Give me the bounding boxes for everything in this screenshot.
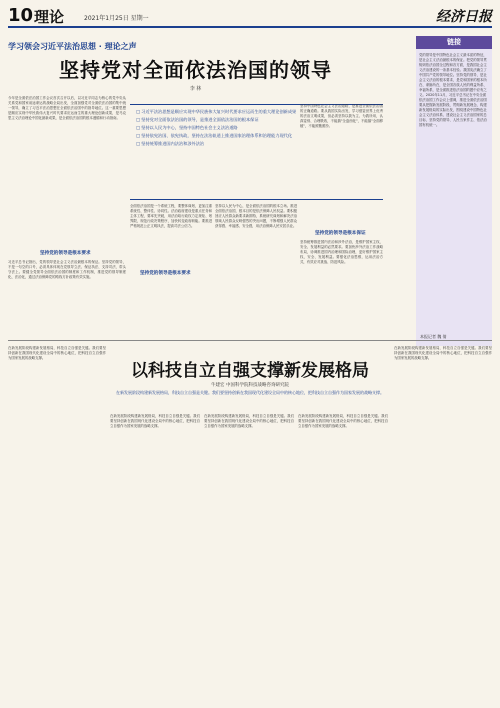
article2-col3-text: 在新发展阶段构建新发展格局，科技自立自强是关键。我们要坚持创新在我国现代化建设全局中的核心地位，把科技自立自强作为国家发展的战略支撑。 — [298, 414, 388, 428]
quote-line: □ 坚持以人民为中心，坚持中国特色社会主义法治道路 — [136, 125, 238, 130]
quote-line: □ 坚持统筹推进国内法治和涉外法治 — [136, 141, 205, 146]
quote-line: □ 坚持党对全面依法治国的领导，是推进全面依法治国的根本保证 — [136, 117, 259, 122]
paper-logo: 经济日报 — [436, 9, 492, 25]
article1-column-5 — [300, 240, 383, 338]
quote-line: □ 坚持依宪治国、依宪执政，坚持在法治轨道上推进国家治理体系和治理能力现代化 — [136, 133, 293, 138]
article2-column-left — [8, 346, 106, 702]
article2-column-2 — [204, 414, 294, 702]
article1-subhead-3: 坚持党的领导是根本保证 — [315, 231, 366, 236]
article2-headline: 以科技自立自强支撑新发展格局 — [131, 361, 369, 381]
article2-col2-text: 在新发展阶段构建新发展格局，科技自立自强是关键。我们要坚持创新在我国现代化建设全局中的核心地位，把科技自立自强作为国家发展的战略支撑。 — [204, 414, 294, 428]
sidebar-title: 链接 — [416, 36, 492, 49]
article1-col3-text: 坚持以人民为中心，是全面依法治国的根本立场。推进全面依法治国，根本目的是依法保障人民权益。要积极回应人民群众新要求新期待，系统研究谋划和解决法治领域人民群众反映强烈的突出问题，不断增强人民群众获得感、幸福感、安全感，用法治保障人民安居乐业。 — [215, 204, 297, 228]
article1-col2-text: 全面依法治国是一个系统工程，要整体谋划，更加注重系统性、整体性、协同性。法治政府建设是重点任务和主体工程，要率先突破，用法治给行政权力定规矩、划界限，规范行政决策程序，加快转变政府职能。要推进严格规范公正文明执法，提高司法公信力。 — [130, 204, 212, 228]
page-number: 10 — [8, 5, 34, 26]
article2-byline: 牛建宏 中国科学院科技战略咨询研究院 — [211, 383, 289, 388]
article1-byline: 李 林 — [189, 86, 202, 92]
article1-column-3 — [215, 204, 297, 338]
sidebar-text: 党的领导是中国特色社会主义最本质的特征，是社会主义法治最根本的保证。把党的领导贯彻到依法治国全过程和各方面，是我国社会主义法治建设的一条基本经验。我国宪法确立了中国共产党的领导地位。坚持党的领导，是社会主义法治的根本要求，是党和国家的根本所在、命脉所在，是全国各族人民的利益所系、幸福所系，是全面推进依法治国的题中应有之义。2020年11月，习近平总书记在中央全面依法治国工作会议上强调，推进全面依法治国要从把握新发展阶段、贯彻新发展理念、构建新发展格局的实际出发，围绕建设中国特色社会主义法治体系、建设社会主义法治国家的总目标，坚持党的领导、人民当家作主、依法治国有机统一。 — [419, 53, 487, 127]
article1-column-1b — [8, 260, 126, 338]
quote-line: □ 习近平法治思想是顺应实现中华民族伟大复兴时代要求应运而生的重大理论创新成果 — [136, 109, 297, 114]
article2-column-right — [394, 346, 492, 702]
article2-column-1 — [110, 414, 200, 702]
article1-headline: 坚持党对全面依法治国的领导 — [59, 58, 332, 82]
article1-column-1 — [8, 96, 126, 246]
sidebar-author: 本报记者 魏 倩 — [420, 334, 447, 339]
article2-left-text: 在新发展阶段构建新发展格局，科技自立自强是关键。我们要坚持创新在我国现代化建设全局中的核心地位，把科技自立自强作为国家发展的战略支撑。 — [8, 346, 106, 360]
sidebar-link-box — [416, 36, 492, 346]
issue-date: 2021年1月25日 星期一 — [84, 15, 149, 22]
article1-subhead-2: 坚持党的领导是根本要求 — [140, 271, 191, 276]
article1-subhead-1: 坚持党的领导是根本要求 — [40, 251, 91, 256]
article2-summary: 在新发展阶段构建新发展格局，科技自立自强是关键。我们要坚持创新在我国现代化建设全局中的核心地位，把科技自立自强作为国家发展的战略支撑。 — [116, 390, 384, 395]
column-banner — [8, 34, 383, 51]
masthead — [8, 6, 492, 28]
article2-right-text: 在新发展阶段构建新发展格局，科技自立自强是关键。我们要坚持创新在我国现代化建设全局中的核心地位，把科技自立自强作为国家发展的战略支撑。 — [394, 346, 492, 360]
section-name: 理论 — [34, 8, 65, 26]
article1-col4-text: 坚持中国特色社会主义法治道路，是推进全面依法治国的正确道路。要从我国实际出发，学习借鉴世界上优秀的法治文明成果，但必须坚持以我为主、为我所用，认真鉴别、合理吸收，不能搞"全盘西化"，不能搞"全面移植"，不能照搬照抄。 — [300, 104, 383, 128]
section-divider — [8, 340, 492, 341]
article1-col1b-text: 习近平总书记指出，党的领导是社会主义法治最根本的保证。坚持党的领导，不是一句空的口号，必须具体体现在党领导立法、保证执法、支持司法、带头守法上。要健全党领导全面依法治国的制度和工作机制，推进党的领导制度化、法治化，通过法治保障党的路线方针政策有效实施。 — [8, 260, 126, 279]
article1-col5-text: 坚持统筹推进国内法治和涉外法治，是维护国家主权、安全、发展利益的必然要求。要加快涉外法治工作战略布局，协调推进国内治理和国际治理，更好维护国家主权、安全、发展利益。要强化法治思维，运用法治方式，有效应对挑战、防范风险。 — [300, 240, 383, 264]
column-banner-text: 学习领会习近平法治思想 · 理论之声 — [8, 42, 137, 51]
article1-column-4 — [300, 104, 383, 224]
article1-col1-text: 今年是全面依法治国工作会议首次召开以后，以习近平同志为核心的党中央从关系党和国家前途命运的战略全局出发，全面加强党对全面依法治国的集中统一领导，确立了习近平法治思想在全面依法治国中的指导地位。这一重要思想是顺应实现中华民族伟大复兴时代要求应运而生的重大理论创新成果，是马克思主义法治理论中国化最新成果，是全面依法治国的根本遵循和行动指南。 — [8, 96, 126, 120]
article2-col1-text: 在新发展阶段构建新发展格局，科技自立自强是关键。我们要坚持创新在我国现代化建设全局中的核心地位，把科技自立自强作为国家发展的战略支撑。 — [110, 414, 200, 428]
article2-column-3 — [298, 414, 388, 702]
